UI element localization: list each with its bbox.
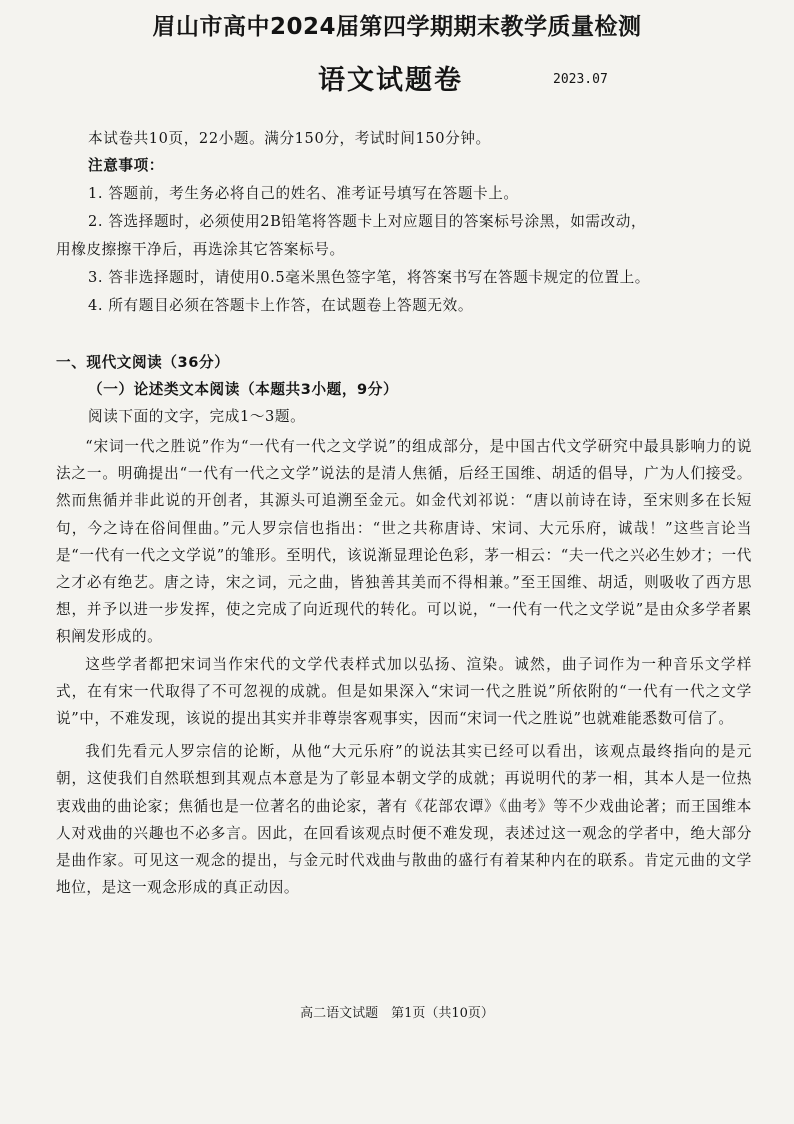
passage-paragraph-2: 这些学者都把宋词当作宋代的文学代表样式加以弘扬、渲染。诚然，曲子词作为一种音乐文学样式，在有宋一代取得了不可忽视的成就。但是如果深入“宋词一代之胜说”所依附的“一代有一代之文学说”中，不难发现，该说的提出其实并非尊崇客观事实，因而“宋词一代之胜说”也就难能悉数可信了。 xyxy=(56,655,752,728)
exam-subtitle: 语文试题卷 xyxy=(318,65,463,96)
notice-item-3: 3. 答非选择题时，请使用0.5毫米黑色签字笔，将答案书写在答题卡规定的位置上。 xyxy=(88,269,650,286)
passage-paragraph-1: “宋词一代之胜说”作为“一代有一代之文学说”的组成部分，是中国古代文学研究中最具影响力的说法之一。明确提出“一代有一代之文学”说法的是清人焦循，后经王国维、胡适的倡导，广为人们接受。然而焦循并非此说的开创者，其源头可追溯至金元。如金代刘祁说：“唐以前诗在诗，至宋则多在长短句，今之诗在俗间俚曲。”元人罗宗信也指出：“世之共称唐诗、宋词、大元乐府，诚哉！”这些言论当是“一代有一代之文学说”的雏形。至明代，该说渐显理论色彩，茅一相云：“夫一代之兴必生妙才；一代之才必有绝艺。唐之诗，宋之词，元之曲，皆独善其美而不得相兼。”至王国维、胡适，则吸收了西方思想，并予以进一步发挥，使之完成了向近现代的转化。可以说，“一代有一代之文学说”是由众多学者累积阐发形成的。 xyxy=(56,438,752,646)
page-footer: 高二语文试题 第1页（共10页） xyxy=(300,1006,494,1021)
subsection-heading: （一）论述类文本阅读（本题共3小题，9分） xyxy=(88,381,399,398)
reading-passage xyxy=(56,433,752,901)
passage-paragraph-3: 我们先看元人罗宗信的论断，从他“大元乐府”的说法其实已经可以看出，该观点最终指向的是元朝，这使我们自然联想到其观点本意是为了彰显本朝文学的成就；再说明代的茅一相，其本人是一位热衷戏曲的曲论家；焦循也是一位著名的曲论家，著有《花部农谭》《曲考》等不少戏曲论著；而王国维本人对戏曲的兴趣也不必多言。因此，在回看该观点时便不难发现，表述过这一观念的学者中，绝大部分是曲作家。可见这一观念的提出，与金元时代戏曲与散曲的盛行有着某种内在的联系。肯定元曲的文学地位，是这一观念形成的真正动因。 xyxy=(56,743,752,897)
notice-item-2-continued: 用橡皮擦擦干净后，再选涂其它答案标号。 xyxy=(56,241,345,258)
reading-instruction: 阅读下面的文字，完成1～3题。 xyxy=(88,408,306,425)
exam-summary: 本试卷共10页，22小题。满分150分，考试时间150分钟。 xyxy=(88,130,491,147)
exam-date: 2023.07 xyxy=(553,72,608,87)
notice-item-4: 4. 所有题目必须在答题卡上作答，在试题卷上答题无效。 xyxy=(88,297,474,314)
section-heading: 一、现代文阅读（36分） xyxy=(56,354,230,371)
exam-title: 眉山市高中2024届第四学期期末教学质量检测 xyxy=(152,14,642,40)
notice-item-1: 1. 答题前，考生务必将自己的姓名、准考证号填写在答题卡上。 xyxy=(88,185,519,202)
notice-heading: 注意事项： xyxy=(88,157,164,174)
notice-item-2: 2. 答选择题时，必须使用2B铅笔将答题卡上对应题目的答案标号涂黑，如需改动， xyxy=(88,213,647,230)
